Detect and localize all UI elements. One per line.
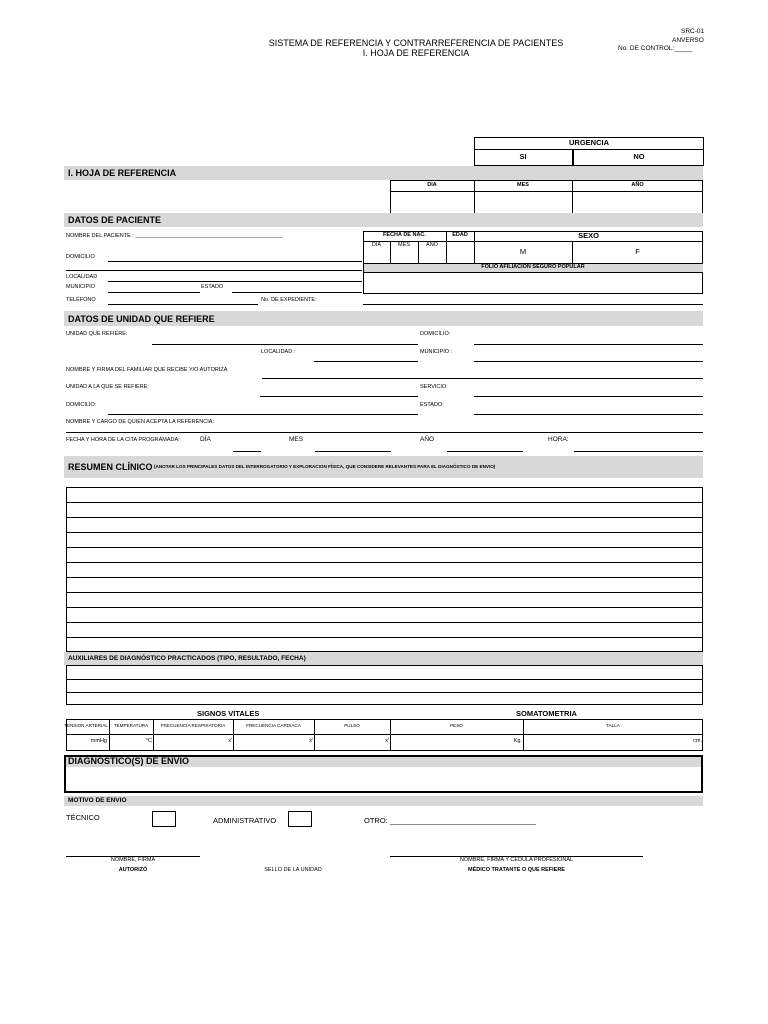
- col-temperatura: TEMPERATURA: [113, 723, 149, 728]
- col-pulso: PULSO: [344, 723, 360, 728]
- section-unidad-title: DATOS DE UNIDAD QUE REFIERE: [68, 314, 215, 324]
- cita-hora-label: HORA:: [548, 436, 569, 443]
- paciente-nombre[interactable]: NOMBRE DEL PACIENTE : ________________________________________________: [66, 233, 283, 239]
- cita-dia-label: DÍA: [200, 436, 211, 443]
- resumen-row-line: [66, 562, 703, 563]
- paciente-telefono-label: TELÉFONO: [66, 297, 96, 303]
- paciente-domicilio-label: DOMICILIO: [66, 254, 95, 260]
- section-paciente-title: DATOS DE PACIENTE: [68, 215, 162, 225]
- form-side: ANVERSO: [672, 37, 704, 44]
- form-code: SRC-01: [681, 28, 705, 35]
- paciente-estado-label: ESTADO: [201, 284, 224, 290]
- sello-label: SELLO DE LA UNIDAD: [264, 867, 322, 873]
- paciente-municipio-label: MUNICIPIO: [66, 284, 96, 290]
- resumen-row-line: [66, 517, 703, 518]
- section-auxiliares-title: AUXILIARES DE DIAGNÓSTICO PRACTICADOS (TIPO, RESULTADO, FECHA): [68, 655, 306, 662]
- col-tension: TENSIÓN ARTERIAL: [64, 724, 108, 728]
- section-hoja-title: I. HOJA DE REFERENCIA: [68, 168, 177, 178]
- urgencia-si[interactable]: SI: [519, 152, 527, 161]
- urgencia-label: URGENCIA: [568, 138, 609, 147]
- unit-pulso: x': [385, 738, 389, 744]
- unidad-localidad-label: LOCALIDAD :: [261, 349, 296, 355]
- section-resumen-note: (ANOTAR LOS PRINCIPALES DATOS DEL INTERROGATORIO Y EXPLORACION FÍSICA, QUE CONSIDERE RELEVANTES PARA EL DIAGNÓSTICO DE ENVIO): [154, 464, 496, 469]
- firma-medico-label: MÉDICO TRATANTE O QUE REFIERE: [468, 867, 565, 873]
- tecnico-checkbox[interactable]: [152, 811, 176, 827]
- form-subtitle: I. HOJA DE REFERENCIA: [362, 49, 470, 56]
- resumen-row-line: [66, 547, 703, 548]
- unidad-a-label: UNIDAD A LA QUE SE REFIERE:: [66, 384, 149, 390]
- resumen-row-line: [66, 592, 703, 593]
- unit-fr: x': [228, 738, 232, 744]
- fecha-nac-label: FECHA DE NAC.: [383, 232, 426, 238]
- section-motivo-title: MOTIVO DE ENVIO: [68, 797, 127, 804]
- sexo-m[interactable]: M: [519, 247, 527, 256]
- section-hoja: [64, 166, 703, 180]
- section-auxiliares: [64, 652, 703, 665]
- edad-label: EDAD: [452, 232, 468, 238]
- unidad-domicilio2-label: DOMICILIO:: [66, 402, 97, 408]
- diagnostico-title: DIAGNÓSTICO(S) DE ENVÍO: [68, 756, 190, 766]
- unidad-domicilio-label: DOMICILIO:: [420, 331, 451, 337]
- form-title: SISTEMA DE REFERENCIA Y CONTRARREFERENCIA DE PACIENTES: [268, 38, 564, 48]
- firma-autorizo-label: AUTORIZÓ: [118, 867, 148, 873]
- unidad-municipio-label: MUNICIPIO :: [420, 349, 453, 355]
- resumen-row-line: [66, 502, 703, 503]
- resumen-row-line: [66, 532, 703, 533]
- section-motivo: [64, 796, 703, 806]
- unit-mmhg: mmHg: [90, 738, 107, 744]
- unit-kg: Kg.: [513, 738, 522, 744]
- hoja-mes: MES: [517, 182, 529, 188]
- administrativo-checkbox[interactable]: [288, 811, 312, 827]
- sexo-f[interactable]: F: [635, 247, 640, 256]
- motivo-otro[interactable]: OTRO: ___________________________________: [364, 816, 536, 825]
- section-resumen: [64, 456, 703, 478]
- hoja-anio: AÑO: [631, 182, 644, 188]
- hoja-dia: DIA: [427, 182, 437, 188]
- cita-anio-label: AÑO: [420, 436, 435, 443]
- familiar-label: NOMBRE Y FIRMA DEL FAMILIAR QUE RECIBE Y/O AUTORIZA: [66, 367, 228, 373]
- firma-medico-nombre: NOMBRE, FIRMA Y CÉDULA PROFESIONAL: [459, 857, 574, 863]
- form-subtitle-clip: [216, 49, 616, 56]
- cita-mes-label: MES: [289, 436, 304, 443]
- col-peso: PESO: [450, 723, 463, 728]
- firma-autorizo-nombre: NOMBRE, FIRMA: [110, 857, 156, 863]
- col-frec-card: FRECUENCIA CARDIACA: [246, 723, 301, 728]
- resumen-row-line: [66, 637, 703, 638]
- resumen-box[interactable]: [66, 487, 703, 652]
- cita-label: FECHA Y HORA DE LA CITA PROGRAMADA:: [66, 437, 180, 443]
- sexo-label: SEXO: [578, 231, 599, 240]
- servicio-label: SERVICIO:: [420, 384, 448, 390]
- section-paciente: [64, 213, 703, 227]
- motivo-administrativo-label: ADMINISTRATIVO: [213, 816, 277, 825]
- somatometria-title: SOMATOMETRIA: [516, 709, 577, 718]
- urgencia-no[interactable]: NO: [633, 152, 645, 161]
- unit-fc: x': [309, 738, 313, 744]
- col-frec-resp: FRECUENCIA RESPIRATORIA: [160, 723, 226, 728]
- acepta-label: NOMBRE Y CARGO DE QUIEN ACEPTA LA REFERENCIA:: [66, 419, 214, 425]
- signos-title: SIGNOS VITALES: [197, 709, 260, 718]
- unidad-estado-label: ESTADO:: [420, 402, 444, 408]
- unidad-refiere-label: UNIDAD QUE REFIERE:: [66, 331, 128, 337]
- auxiliares-box[interactable]: [66, 665, 703, 705]
- unit-cm: cm.: [693, 738, 702, 744]
- resumen-row-line: [66, 622, 703, 623]
- control-number[interactable]: No. DE CONTROL:_____: [618, 45, 693, 52]
- folio-label: FOLIO AFILIACIÓN SEGURO POPULAR: [481, 264, 585, 270]
- paciente-expediente-label: No. DE EXPEDIENTE:: [261, 297, 317, 303]
- resumen-row-line: [66, 577, 703, 578]
- paciente-localidad-label: LOCALIDAD: [66, 274, 98, 280]
- col-talla: TALLA: [606, 723, 620, 728]
- fn-dia: DIA: [371, 242, 382, 248]
- fn-mes: MES: [398, 242, 410, 248]
- resumen-row-line: [66, 607, 703, 608]
- unit-celsius: °C: [145, 738, 152, 744]
- section-resumen-title: RESUMEN CLÍNICO: [68, 462, 153, 472]
- motivo-tecnico-label: TÉCNICO: [66, 813, 100, 822]
- fn-anio: AÑO: [426, 242, 438, 248]
- section-unidad: [64, 311, 703, 326]
